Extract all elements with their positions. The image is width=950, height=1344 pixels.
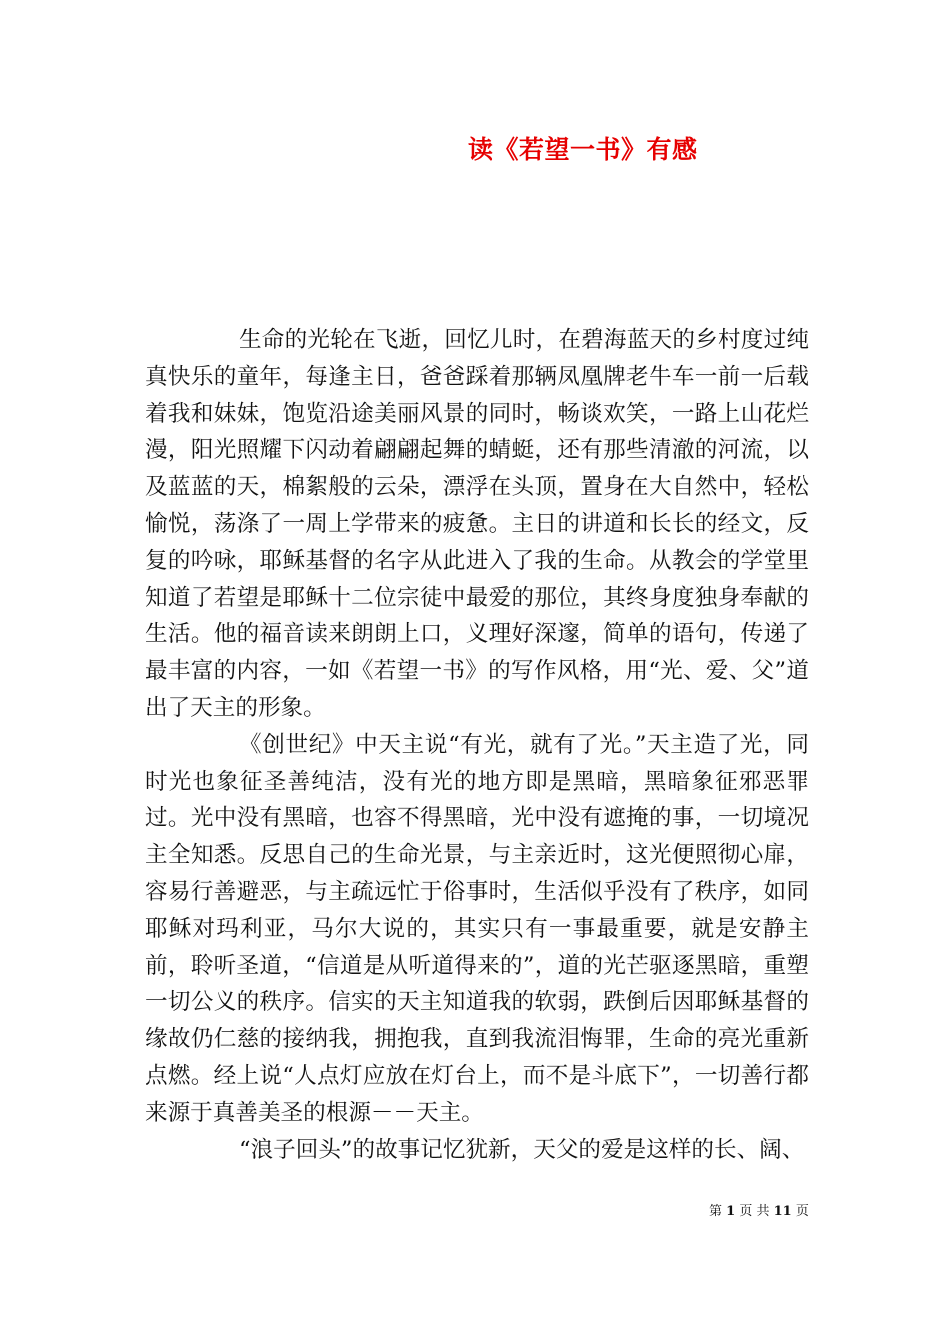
paragraph-light: 《创世纪》中天主说“有光，就有了光。”天主造了光，同时光也象征圣善纯洁，没有光的地方即是黑暗，黑暗象征邪恶罪过。光中没有黑暗，也容不得黑暗，光中没有遮掩的事，一切境况主全知悉。反思自己的生命光景，与主亲近时，这光便照彻心扉，容易行善避恶，与主疏远忙于俗事时，生活似乎没有了秩序，如同耶稣对玛利亚，马尔大说的，其实只有一事最重要，就是安静主前，聆听圣道，“信道是从听道得来的”，道的光芒驱逐黑暗，重塑一切公义的秩序。信实的天主知道我的软弱，跌倒后因耶稣基督的缘故仍仁慈的接纳我，拥抱我，直到我流泪悔罪，生命的亮光重新点燃。经上说“人点灯应放在灯台上，而不是斗底下”，一切善行都来源于真善美圣的根源－－天主。	[145, 731, 809, 1126]
document-title: 读《若望一书》有感	[468, 135, 698, 164]
page-number-footer	[709, 1202, 809, 1222]
paragraph-prodigal-son: “浪子回头”的故事记忆犹新，天父的爱是这样的长、阔、	[239, 1136, 805, 1163]
document-body	[145, 322, 809, 1168]
footer-middle: 页 共	[739, 1204, 770, 1219]
footer-suffix: 页	[795, 1204, 809, 1219]
footer-prefix: 第	[709, 1204, 723, 1219]
total-page-count: 11	[773, 1204, 792, 1219]
paragraph-childhood-memory: 生命的光轮在飞逝，回忆儿时，在碧海蓝天的乡村度过纯真快乐的童年，每逢主日，爸爸踩着那辆凤凰牌老牛车一前一后载着我和妹妹，饱览沿途美丽风景的同时，畅谈欢笑，一路上山花烂漫，阳光照耀下闪动着翩翩起舞的蜻蜓，还有那些清澈的河流，以及蓝蓝的天，棉絮般的云朵，漂浮在头顶，置身在大自然中，轻松愉悦，荡涤了一周上学带来的疲惫。主日的讲道和长长的经文，反复的吟咏，耶稣基督的名字从此进入了我的生命。从教会的学堂里知道了若望是耶稣十二位宗徒中最爱的那位，其终身度独身奉献的生活。他的福音读来朗朗上口，义理好深邃，简单的语句，传递了最丰富的内容，一如《若望一书》的写作风格，用“光、爱、父”道出了天主的形象。	[145, 327, 809, 721]
current-page-number: 1	[726, 1204, 736, 1219]
